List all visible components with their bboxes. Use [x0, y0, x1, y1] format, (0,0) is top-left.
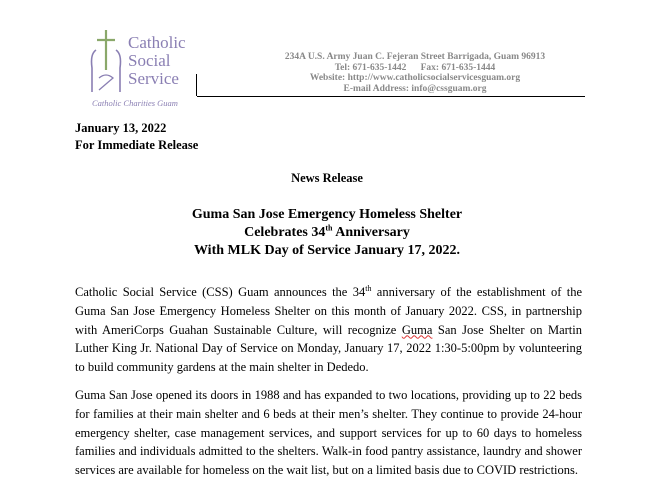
website-line[interactable]: Website: http://www.catholicsocialservicesguam.org	[309, 73, 521, 83]
spellcheck-flagged-word: Guma	[401, 322, 433, 337]
p1-middle: anniversary of the establishment of the Guma San Jose Emergency Homeless Shelter on this month of January 2022. CSS, in partnership with AmeriCorps Guahan Sustainable Culture, will recognize	[75, 285, 582, 337]
title-line-1: Guma San Jose Emergency Homeless Shelter	[191, 207, 463, 222]
title-line-2-post: Anniversary	[332, 225, 410, 240]
logo-line-3: Service	[128, 69, 179, 88]
release-meta	[75, 120, 198, 154]
logo-wordmark	[128, 34, 186, 88]
title-line-3: With MLK Day of Service January 17, 2022.	[193, 243, 461, 258]
title-ordinal-suffix: th	[325, 223, 333, 233]
phone-fax-line: Tel: 671-635-1442 Fax: 671-635-1444	[334, 62, 496, 73]
p1-end: San Jose Shelter on Martin Luther King Jr. National Day of Service on Monday, January 17, 2022 1:30-5:00pm by volunteering to build community gardens at the main shelter in Dededo.	[75, 322, 582, 375]
press-release-title	[0, 206, 654, 260]
letterhead-vertical-divider	[196, 74, 197, 96]
letterhead-horizontal-divider	[197, 96, 585, 97]
p1-ordinal-suffix: th	[365, 283, 372, 293]
css-logo	[88, 28, 198, 108]
body-paragraph-2: Guma San Jose opened its doors in 1988 and has expanded to two locations, providing up to 22 beds for families at their main shelter and 6 beds at their men’s shelter. They continue to provide 24-hour emergency shelter, case management services, and support services for up to 60 days to homeless families and individuals admitted to the shelters. Walk-in food pantry assistance, laundry and shower services are available for homeless on the wait list, but on a limited basis due to COVID restrictions.	[75, 388, 582, 478]
email-line[interactable]: E-mail Address: info@cssguam.org	[343, 83, 487, 94]
address-line: 234A U.S. Army Juan C. Fejeran Street Barrigada, Guam 96913	[284, 52, 546, 62]
logo-line-1: Catholic	[128, 33, 186, 52]
logo-line-2: Social	[128, 51, 171, 70]
logo-subtitle: Catholic Charities Guam	[92, 98, 178, 108]
cross-and-s-icon	[88, 28, 128, 98]
title-line-2-pre: Celebrates 34	[244, 225, 326, 240]
p1-start: Catholic Social Service (CSS) Guam announces the 34	[75, 285, 366, 299]
release-date: January 13, 2022	[75, 121, 167, 135]
release-type: For Immediate Release	[75, 138, 199, 152]
document-heading: News Release	[291, 171, 363, 185]
letterhead-contact	[230, 52, 600, 94]
title-line-2	[0, 224, 654, 242]
body-paragraph-1	[75, 283, 582, 377]
